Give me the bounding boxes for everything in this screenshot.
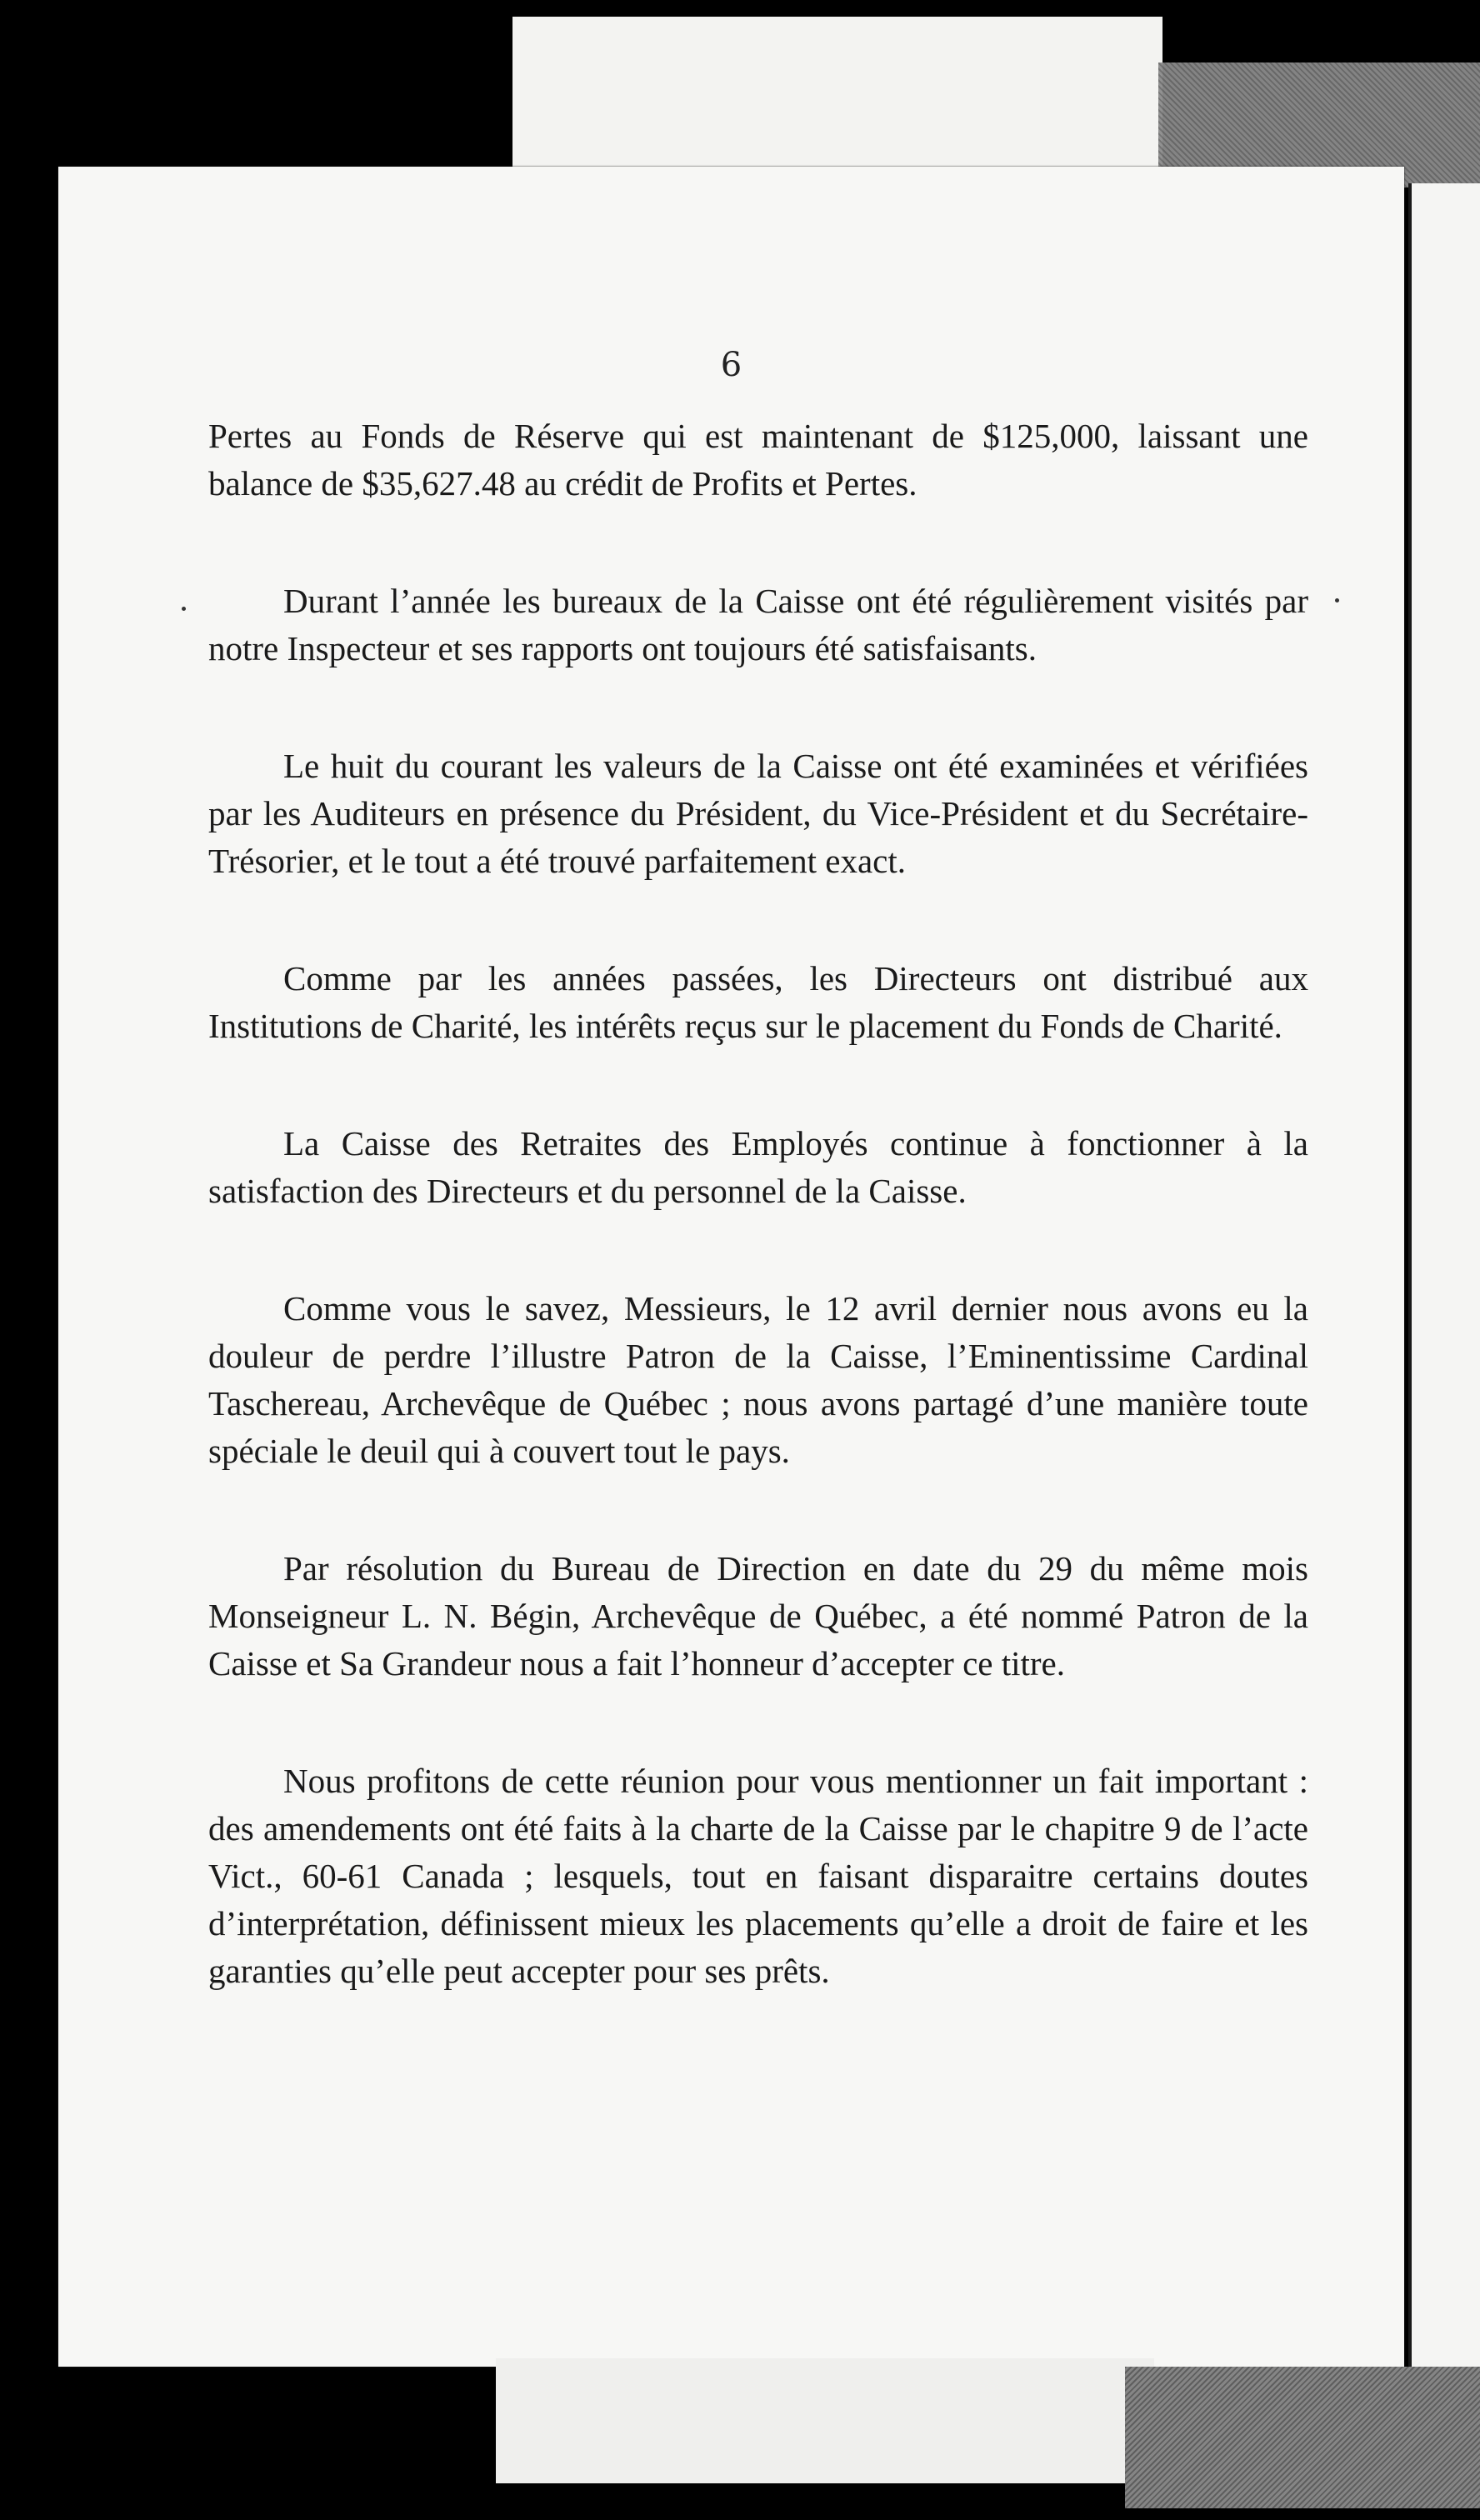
page-body [208,412,1308,2065]
background-page-top [512,17,1162,183]
paragraph-5: La Caisse des Retraites des Employés continue à fonctionner à la satisfaction des Directeurs et du personnel de la Caisse. [208,1124,1308,1210]
page-number: 6 [720,346,742,384]
paragraph-8: Nous profitons de cette réunion pour vous mentionner un fait important : des amendements ont été faits à la charte de la Caisse par le chapitre 9 de l’acte Vict., 60-61 Canada ; lesquels, tout en faisant disparaitre certains doutes d’interprétation, définissent mieux les placements qu’elle a droit de faire et les garanties qu’elle peut accepter pour ses prêts. [208,1762,1308,1990]
speck-mark [1335,598,1339,602]
book-cover-bottom [1125,2367,1480,2508]
speck-mark [182,607,186,611]
document-page [58,167,1404,2367]
adjacent-page-edge [1408,183,1480,2367]
background-page-bottom [496,2358,1154,2483]
paragraph-3: Le huit du courant les valeurs de la Caisse ont été examinées et vérifiées par les Auditeurs en présence du Président, du Vice-Président et du Secrétaire-Trésorier, et le tout a été trouvé parfaitement exact. [208,747,1308,880]
paragraph-1: Pertes au Fonds de Réserve qui est maintenant de $125,000, laissant une balance de $35,627.48 au crédit de Profits et Pertes. [208,417,1308,502]
paragraph-6: Comme vous le savez, Messieurs, le 12 avril dernier nous avons eu la douleur de perdre l’illustre Patron de la Caisse, l’Eminentissime Cardinal Taschereau, Archevêque de Québec ; nous avons partagé d’une manière toute spéciale le deuil qui à couvert tout le pays. [208,1289,1308,1470]
paragraph-7: Par résolution du Bureau de Direction en date du 29 du même mois Monseigneur L. N. Bégin, Archevêque de Québec, a été nommé Patron de la Caisse et Sa Grandeur nous a fait l’honneur d’accepter ce titre. [208,1549,1308,1682]
paragraph-2: Durant l’année les bureaux de la Caisse ont été régulièrement visités par notre Inspecteur et ses rapports ont toujours été satisfaisants. [208,582,1308,668]
paragraph-4: Comme par les années passées, les Directeurs ont distribué aux Institutions de Charité, les intérêts reçus sur le placement du Fonds de Charité. [208,959,1308,1045]
